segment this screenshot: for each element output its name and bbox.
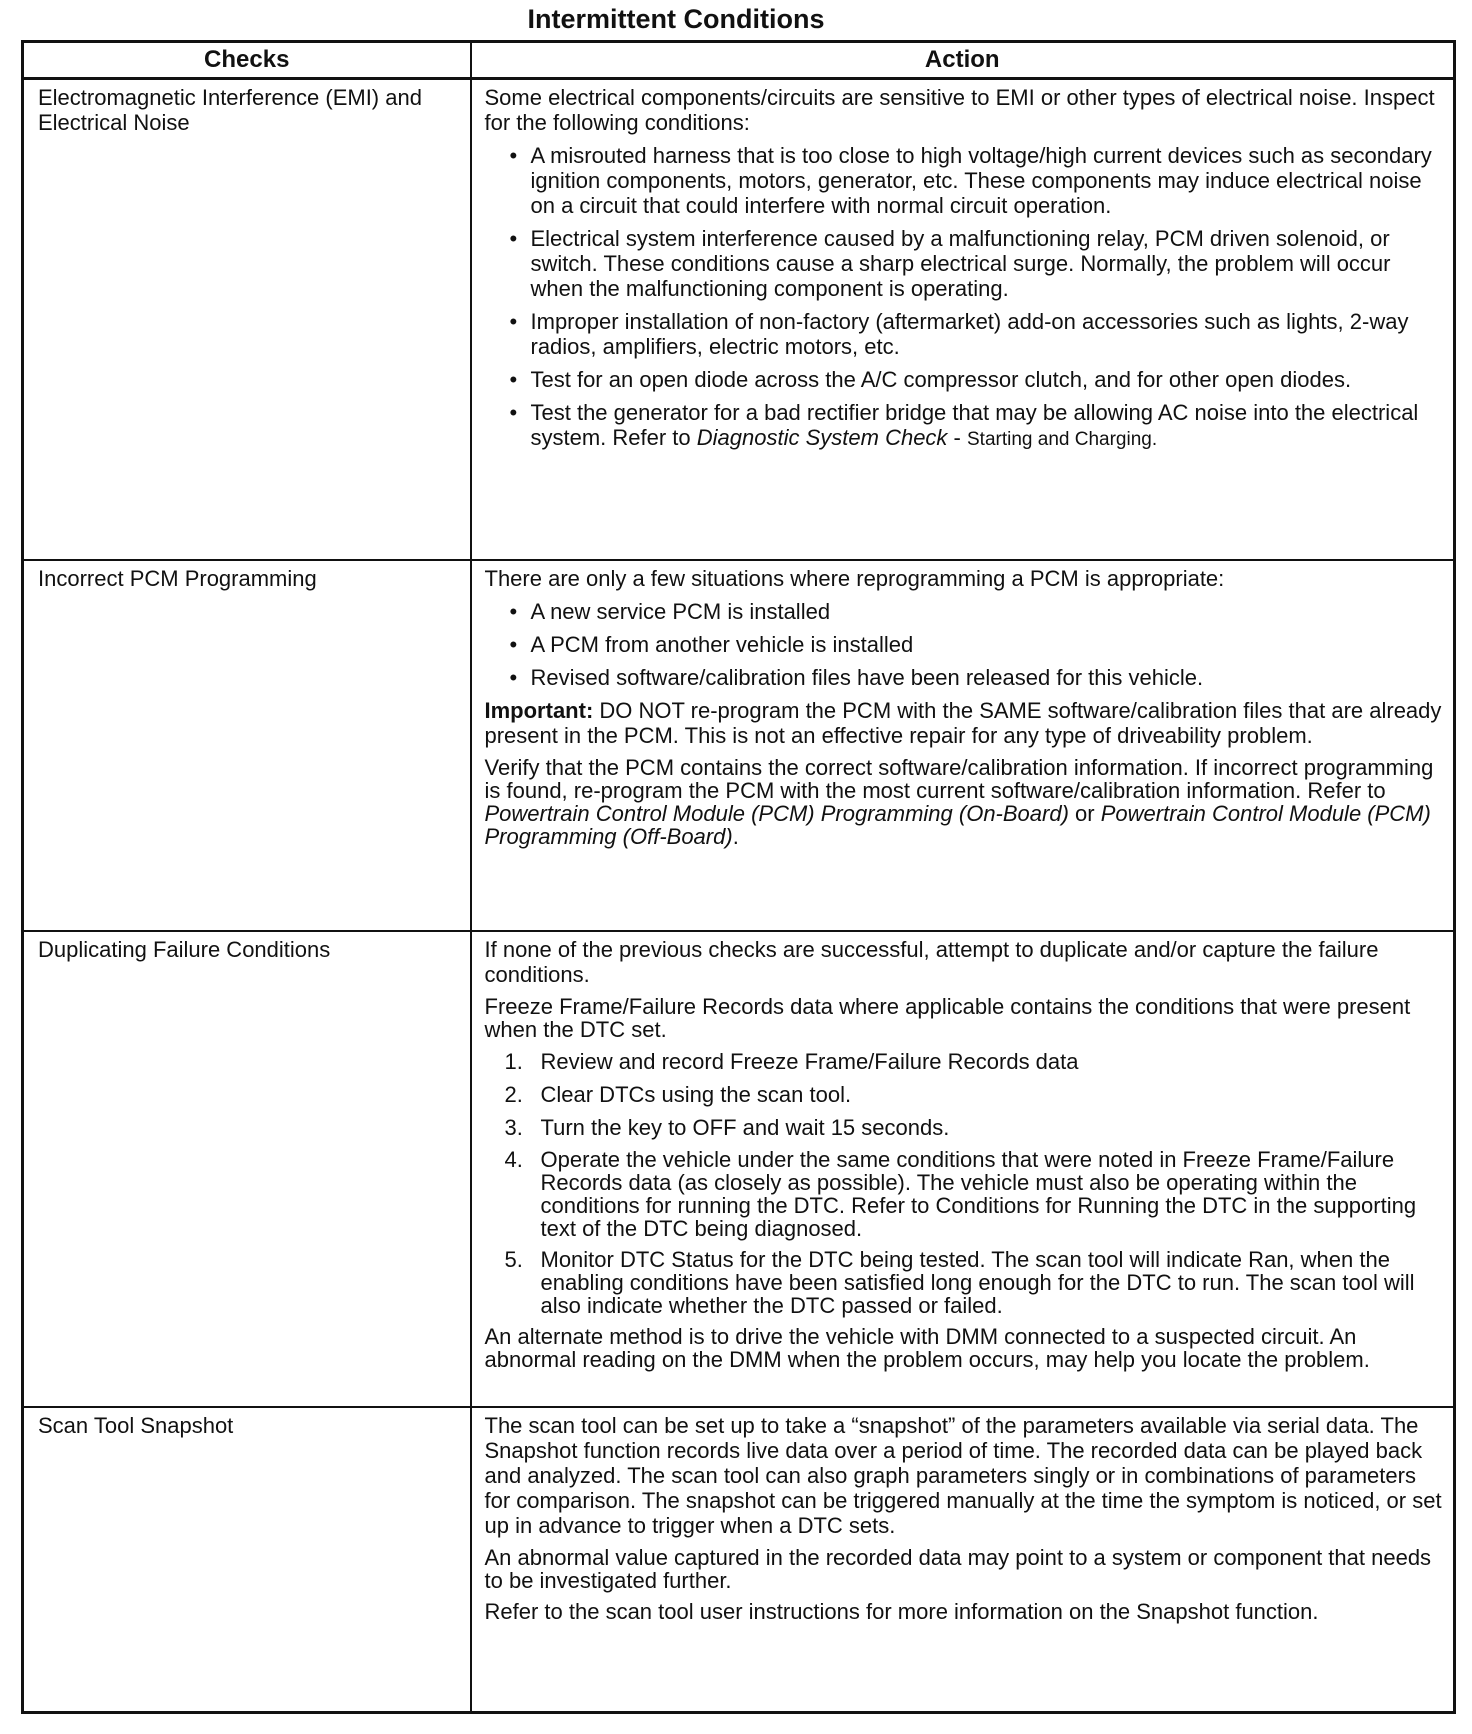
list-item: [505, 1248, 1444, 1317]
step-number: 5.: [504, 1247, 523, 1272]
list-item: [510, 400, 1444, 452]
verify-text: Verify that the PCM contains the correct software/calibration information. If incorrect programming is found, re-program the PCM with the most current software/calibration information. Refer to: [484, 755, 1434, 803]
numbered-steps: [485, 1049, 1444, 1317]
snapshot-paragraph-1: The scan tool can be set up to take a “snapshot” of the parameters available via serial data. The Snapshot function records live data over a period of time. The recorded data can be played back and analyzed. The scan tool can also graph parameters singly or in combinations of parameters for comparison. The snapshot can be triggered manually at the time the symptom is noticed, or set up in advance to trigger when a DTC sets.: [484, 1413, 1442, 1538]
check-label: Scan Tool Snapshot: [38, 1413, 234, 1438]
check-cell: [23, 79, 471, 561]
check-label: Incorrect PCM Programming: [38, 566, 317, 591]
bullet-list: [485, 143, 1444, 452]
list-item: • Improper installation of non-factory (aftermarket) add-on accessories such as lights, 2-way radios, amplifiers, electric motors, etc.: [510, 309, 1444, 359]
step-text: Operate the vehicle under the same conditions that were noted in Freeze Frame/Failure Records data (as closely as possible). The vehicle must also be operating within the conditions for running the DTC. Refer to Conditions for Running the DTC in the supporting text of the DTC being diagnosed.: [540, 1147, 1417, 1241]
freeze-frame-paragraph: Freeze Frame/Failure Records data where applicable contains the conditions that were present when the DTC set.: [484, 994, 1411, 1042]
list-item: • A new service PCM is installed: [510, 599, 1444, 624]
page-title: Intermittent Conditions: [527, 4, 825, 34]
table-header-row: [23, 42, 1455, 79]
important-note: [485, 698, 1444, 748]
step-number: 4.: [504, 1147, 523, 1172]
list-item: [505, 1049, 1444, 1074]
column-header-action: Action: [471, 42, 1455, 79]
important-text: DO NOT re-program the PCM with the SAME software/calibration files that are already present in the PCM. This is not an effective repair for any type of driveability problem.: [484, 698, 1442, 748]
reference-link-pcm-programming-on-board[interactable]: Powertrain Control Module (PCM) Programming (On-Board): [484, 801, 1069, 826]
action-intro: Some electrical components/circuits are sensitive to EMI or other types of electrical noise. Inspect for the following conditions:: [484, 85, 1435, 135]
list-item-text: Test the generator for a bad rectifier bridge that may be allowing AC noise into the electrical system. Refer to: [530, 400, 1419, 450]
snapshot-paragraph-2: An abnormal value captured in the recorded data may point to a system or component that needs to be investigated further.: [484, 1545, 1432, 1593]
important-label: Important:: [484, 698, 594, 723]
separator-dash: -: [947, 425, 967, 450]
action-intro: If none of the previous checks are successful, attempt to duplicate and/or capture the failure conditions.: [484, 937, 1379, 987]
reference-or: or: [1068, 801, 1101, 826]
alternate-method-paragraph: An alternate method is to drive the vehicle with DMM connected to a suspected circuit. An abnormal reading on the DMM when the problem occurs, may help you locate the problem.: [484, 1324, 1370, 1372]
step-number: 2.: [504, 1082, 523, 1107]
check-cell: [23, 931, 471, 1407]
table-row: [23, 560, 1455, 931]
check-label: Electromagnetic Interference (EMI) and Electrical Noise: [38, 85, 422, 135]
action-cell: [471, 560, 1455, 931]
list-item: • A PCM from another vehicle is installed: [510, 632, 1444, 657]
reference-suffix: Starting and Charging.: [967, 429, 1158, 450]
check-label: Duplicating Failure Conditions: [38, 937, 331, 962]
action-intro: There are only a few situations where reprogramming a PCM is appropriate:: [484, 566, 1225, 591]
list-item: [505, 1082, 1444, 1107]
check-cell: [23, 1407, 471, 1713]
list-item: • A misrouted harness that is too close to high voltage/high current devices such as secondary ignition components, motors, generator, etc. These components may induce electrical noise on a circuit that could interfere with normal circuit operation.: [510, 143, 1444, 218]
step-text: Monitor DTC Status for the DTC being tested. The scan tool will indicate Ran, when the enabling conditions have been satisfied long enough for the DTC to run. The scan tool will also indicate whether the DTC passed or failed.: [540, 1247, 1415, 1318]
action-cell: [471, 79, 1455, 561]
list-item: • Electrical system interference caused by a malfunctioning relay, PCM driven solenoid, or switch. These conditions cause a sharp electrical surge. Normally, the problem will occur when the malfunctioning component is operating.: [510, 226, 1444, 301]
snapshot-paragraph-3: Refer to the scan tool user instructions for more information on the Snapshot function.: [484, 1599, 1319, 1624]
intermittent-conditions-table: [21, 40, 1456, 1714]
step-text: Review and record Freeze Frame/Failure Records data: [540, 1049, 1079, 1074]
step-number: 3.: [504, 1115, 523, 1140]
step-number: 1.: [504, 1049, 523, 1074]
table-row: [23, 931, 1455, 1407]
reference-link-diagnostic-system-check[interactable]: Diagnostic System Check: [696, 425, 948, 450]
action-cell: [471, 1407, 1455, 1713]
check-cell: [23, 560, 471, 931]
step-text: Turn the key to OFF and wait 15 seconds.: [540, 1115, 950, 1140]
list-item: [505, 1148, 1444, 1240]
list-item: [505, 1115, 1444, 1140]
table-row: [23, 1407, 1455, 1713]
reference-end: .: [732, 824, 739, 849]
list-item: • Test for an open diode across the A/C compressor clutch, and for other open diodes.: [510, 367, 1444, 392]
reference-link-pcm-programming-off-board[interactable]: Powertrain Control Module (PCM) Programming (Off-Board): [484, 801, 1431, 849]
step-text: Clear DTCs using the scan tool.: [540, 1082, 852, 1107]
verify-paragraph: [485, 756, 1444, 848]
column-header-checks: Checks: [23, 42, 471, 79]
list-item: • Revised software/calibration files have been released for this vehicle.: [510, 665, 1444, 690]
table-row: [23, 79, 1455, 561]
action-cell: [471, 931, 1455, 1407]
bullet-list: [485, 599, 1444, 690]
